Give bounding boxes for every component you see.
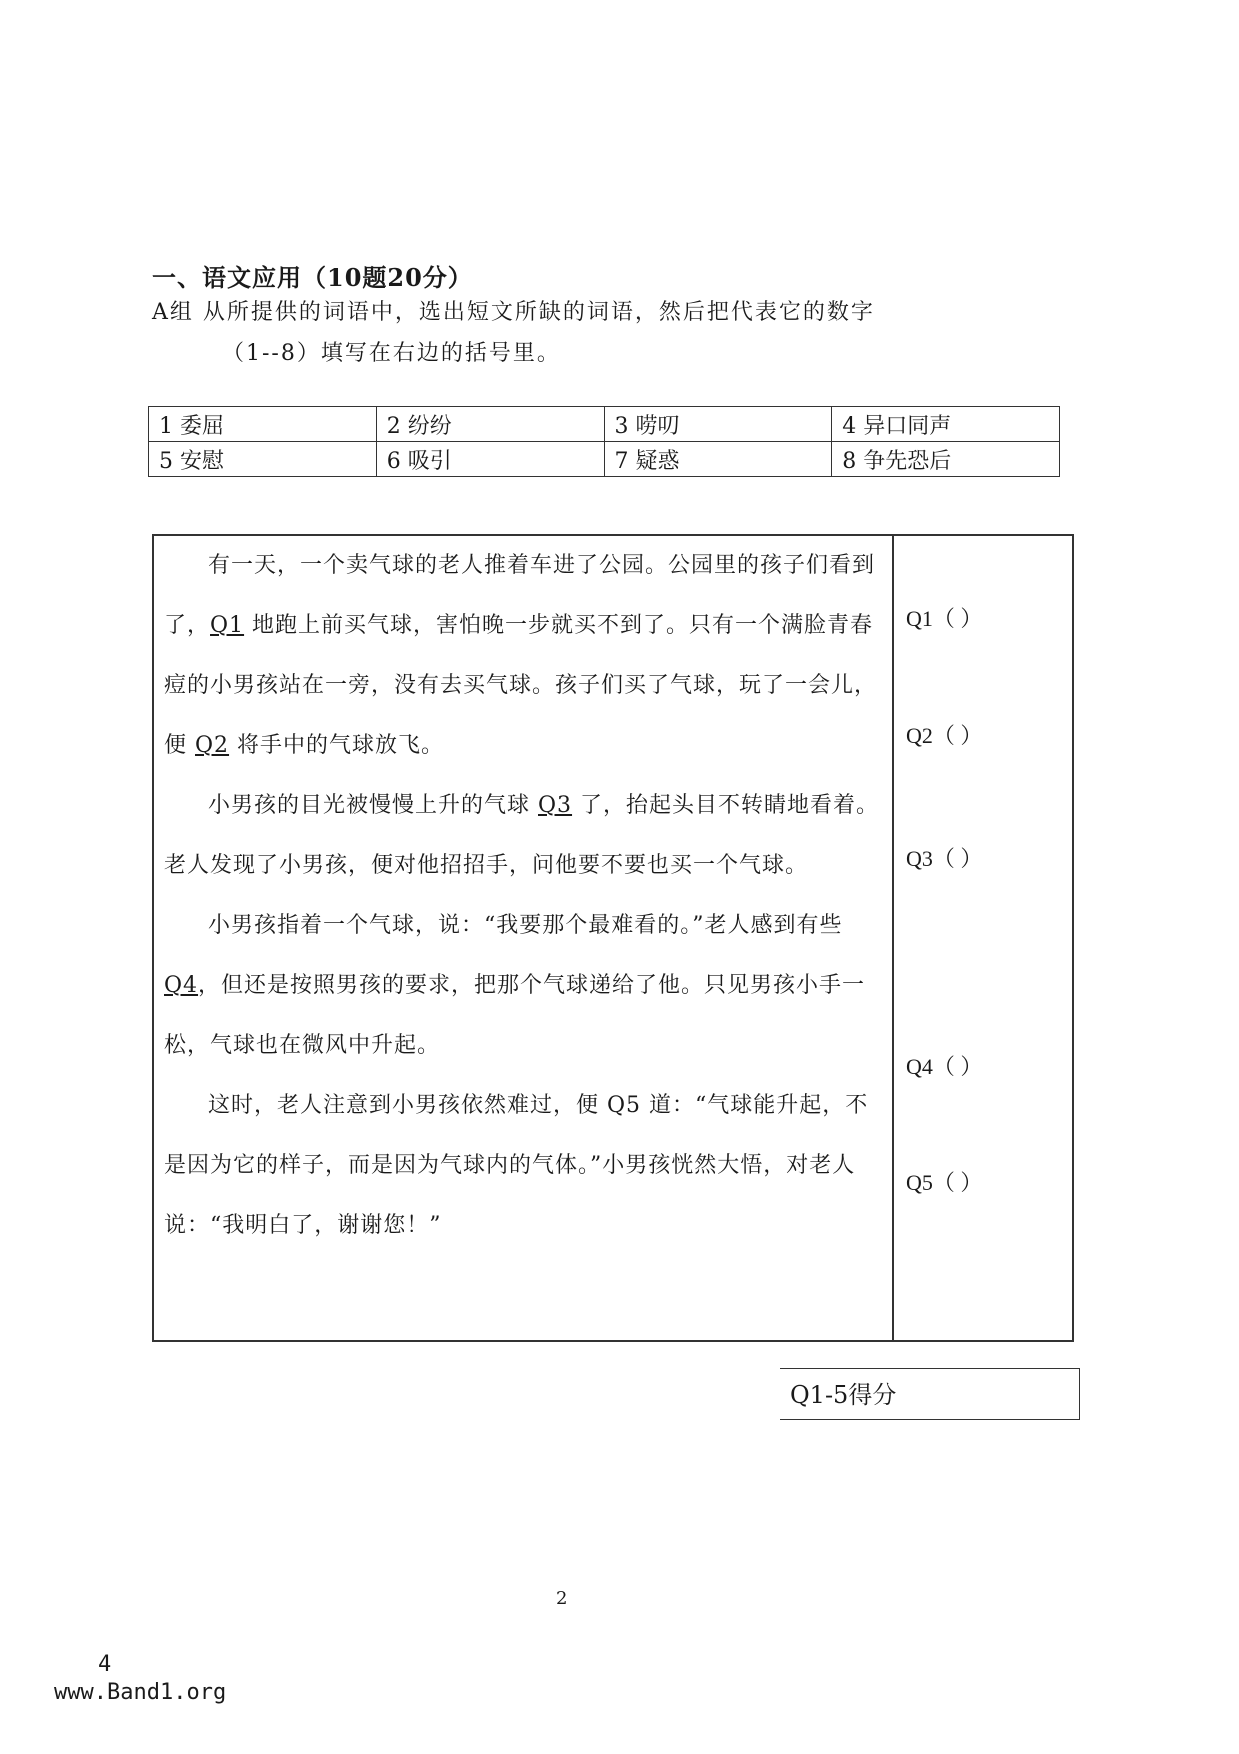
word-cell: 2 纷纷 [376, 407, 604, 442]
text: 了，抬起头目不转睛地看着。老人发现了小男孩，便对他招招手，问他要不要也买一个气球。 [164, 793, 880, 878]
blank-q3: Q3 [538, 793, 573, 818]
paragraph-1 [164, 536, 882, 776]
score-box: Q1-5得分 [780, 1368, 1080, 1420]
answer-q2[interactable]: Q2（ ） [906, 723, 983, 748]
passage-text [154, 536, 894, 1340]
site-url: www.Band1.org [54, 1680, 227, 1705]
paragraph-2 [164, 776, 882, 896]
page-number: 2 [556, 1588, 568, 1609]
word-bank-table [148, 406, 1060, 477]
corner-number: 4 [98, 1652, 112, 1677]
word-cell: 4 异口同声 [832, 407, 1060, 442]
word-cell: 7 疑惑 [604, 442, 832, 477]
blank-q4: Q4 [164, 973, 199, 998]
answer-q4[interactable]: Q4（ ） [906, 1054, 983, 1079]
blank-q1: Q1 [210, 613, 245, 638]
text: 将手中的气球放飞。 [229, 733, 445, 758]
paragraph-4: 这时，老人注意到小男孩依然难过，便 Q5 道：“气球能升起，不是因为它的样子，而是因为气球内的气体。”小男孩恍然大悟，对老人说：“我明白了，谢谢您！” [164, 1093, 869, 1238]
instruction-line-2: （1--8）填写在右边的括号里。 [222, 341, 561, 366]
answer-q5[interactable]: Q5（ ） [906, 1170, 983, 1195]
answer-q3[interactable]: Q3（ ） [906, 846, 983, 871]
passage-box [152, 534, 1074, 1342]
word-cell: 3 唠叨 [604, 407, 832, 442]
paragraph-3 [164, 896, 882, 1076]
word-cell: 8 争先恐后 [832, 442, 1060, 477]
text: 小男孩指着一个气球，说：“我要那个最难看的。”老人感到有些 [208, 913, 843, 938]
blank-q2: Q2 [195, 733, 230, 758]
word-cell: 5 安慰 [149, 442, 377, 477]
word-cell: 1 委屈 [149, 407, 377, 442]
section-title: 一、语文应用（10题20分） [152, 263, 473, 292]
word-row [149, 442, 1060, 477]
word-row [149, 407, 1060, 442]
word-cell: 6 吸引 [376, 442, 604, 477]
text: ，但还是按照男孩的要求，把那个气球递给了他。只见男孩小手一松，气球也在微风中升起。 [164, 973, 866, 1058]
text: 有一天，一个卖气球的老人推着车进了公园。公园里的孩子们看到了， [164, 553, 876, 638]
answer-q1[interactable]: Q1（ ） [906, 606, 983, 631]
text: 地跑上前买气球，害怕晚一步就买不到了。只有一个满脸青春痘的小男孩站在一旁，没有去买气球。孩子们买了气球，玩了一会儿，便 [164, 613, 878, 758]
text: 小男孩的目光被慢慢上升的气球 [208, 793, 538, 818]
instruction-line-1: A组 从所提供的词语中，选出短文所缺的词语，然后把代表它的数字 [152, 300, 875, 325]
